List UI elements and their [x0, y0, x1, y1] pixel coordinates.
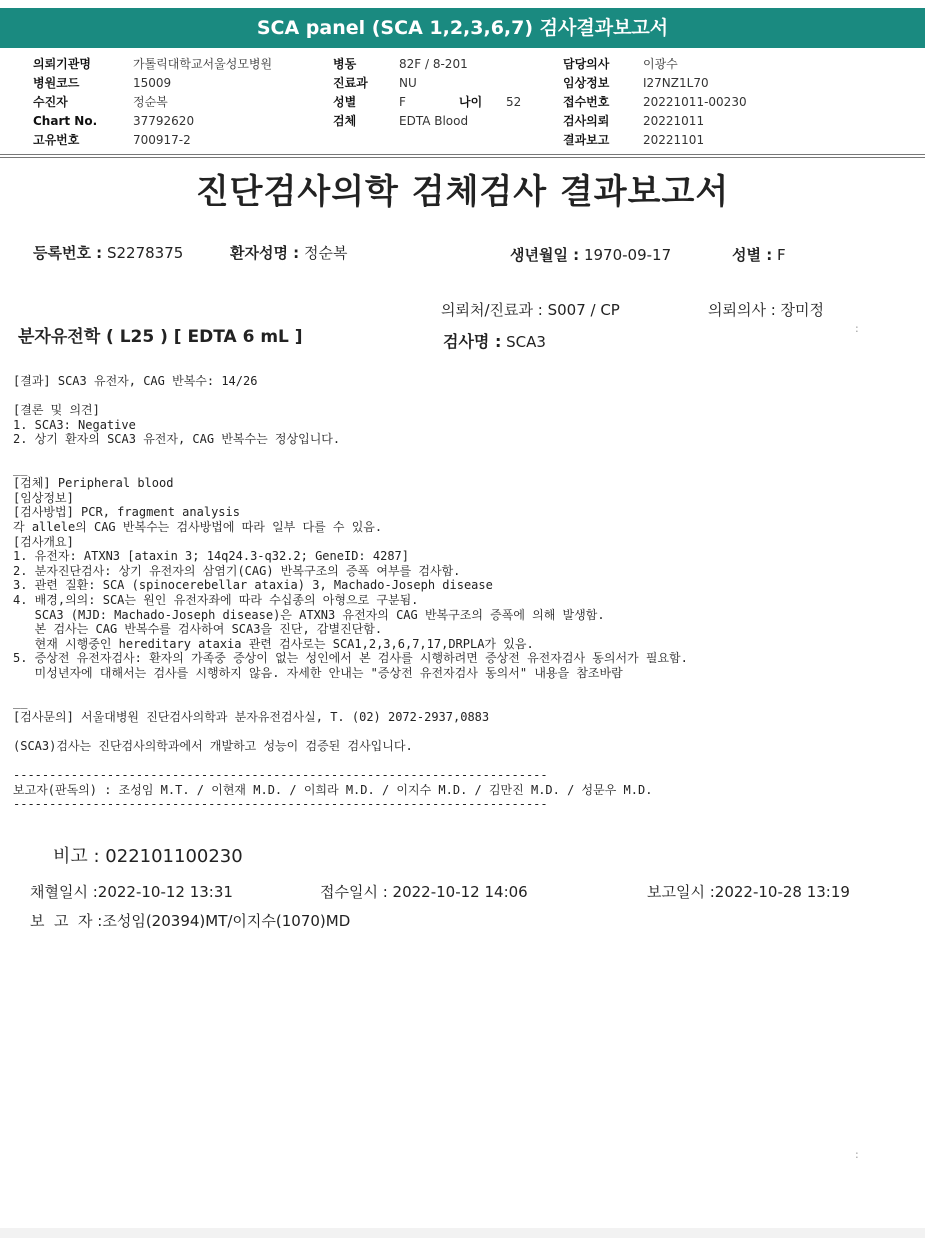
result-body: [결과] SCA3 유전자, CAG 반복수: 14/26 [결론 및 의견] 1. SCA3: Negative 2. 상기 환자의 SCA3 유전자, CAG 반복수는 정상입니다. __ [검체] Peripheral blood [임상정보] [검사방법] PCR, fragment analysis 각 allele의 CAG 반복수는 검사방법에 따라 일부 다를 수 있음. [검사개요] 1. 유전자: ATXN3 [ataxin 3; 14q24.3-q32.2; GeneID: 4287] 2. 분자진단검사: 상기 유전자의 삼염기(CAG) 반복구조의 증폭 여부를 검사함. 3. 관련 질환: SCA (spinocerebellar ataxia) 3, Machado-Joseph disease 4. 배경,의의: SCA는 원인 유전자좌에 따라 수십종의 아형으로 구분됨. SCA3 (MJD: Machado-Joseph disease)은 ATXN3 유전자의 CAG 반복구조의 증폭에 의해 발생함. 본 검사는 CAG 반복수를 검사하여 SCA3을 진단, 감별진단함. 현재 시행중인 hereditary ataxia 관련 검사로는 SCA1,2,3,6,7,17,DRPLA가 있음. 5. 증상전 유전자검사: 환자의 가족중 증상이 없는 성인에서 본 검사를 시행하려면 증상전 유전자검사 동의서가 필요함. 미성년자에 대해서는 검사를 시행하지 않음. 자세한 안내는 "증상전 유전자검사 동의서" 내용을 참조바람 __ [검사문의] 서울대병원 진단검사의학과 분자유전검사실, T. (02) 2072-2937,0883 (SCA3)검사는 진단검사의학과에서 개발하고 성능이 검증된 검사입니다. -------------------------------------------------------------------------- 보고자(판독의) : 조성임 M.T. / 이현재 M.D. / 이희라 M.D. / 이지수 M.D. / 김만진 M.D. / 성문우 M.D. -------------------------------------------------------------------------- [13, 374, 688, 812]
requesting-doctor: 의뢰의사 : 장미정 [708, 301, 825, 319]
field-value: I27NZ1L70 [643, 76, 709, 90]
header-col-3 [563, 55, 747, 150]
field-label: 접수번호 [563, 95, 610, 109]
field-label: 성별 [333, 95, 357, 109]
test-name [443, 329, 546, 352]
field-value: 정순복 [133, 95, 168, 109]
field-value: 이광수 [643, 57, 678, 71]
field-label: Chart No. [33, 114, 98, 128]
name-value: 정순복 [303, 244, 348, 262]
field-value: NU [399, 76, 417, 90]
reported-time: 보고일시 :2022-10-28 13:19 [647, 883, 850, 901]
field-label: 병동 [333, 57, 357, 71]
requesting-department: 의뢰처/진료과 : S007 / CP [441, 301, 620, 319]
header-col-1 [33, 55, 272, 150]
field-label: 의뢰기관명 [33, 57, 91, 71]
patient-name [230, 242, 347, 263]
field-label: 수진자 [33, 95, 68, 109]
field-value: 20221101 [643, 133, 705, 147]
registration-number [33, 242, 183, 263]
field-value: 가톨릭대학교서울성모병원 [133, 57, 273, 71]
field-label: 고유번호 [33, 133, 80, 147]
field-label: 병원코드 [33, 76, 80, 90]
header-divider [0, 157, 925, 158]
field-value: 15009 [133, 76, 172, 90]
margin-mark: : [855, 1148, 859, 1161]
sex-value: F [776, 246, 786, 264]
section-title: 분자유전학 ( L25 ) [ EDTA 6 mL ] [18, 327, 303, 347]
field-value: F [399, 95, 406, 109]
field-label: 진료과 [333, 76, 368, 90]
field-label: 검체 [333, 114, 357, 128]
received-time: 접수일시 : 2022-10-12 14:06 [320, 883, 528, 901]
field-label: 담당의사 [563, 57, 610, 71]
header-col-2 [333, 55, 521, 131]
report-heading: 진단검사의학 검체검사 결과보고서 [195, 172, 730, 212]
collection-time: 채혈일시 :2022-10-12 13:31 [30, 883, 233, 901]
field-label: 검사의뢰 [563, 114, 610, 128]
field-value: 82F / 8-201 [399, 57, 468, 71]
header-divider [0, 154, 925, 155]
field-label: 임상정보 [563, 76, 610, 90]
remark: 비고 : 022101100230 [53, 846, 243, 867]
test-value: SCA3 [506, 333, 546, 351]
dob-value: 1970-09-17 [583, 246, 672, 264]
margin-mark: : [855, 322, 859, 335]
field-value: EDTA Blood [399, 114, 469, 128]
age-value: 52 [506, 95, 522, 109]
name-label: 환자성명 : [230, 244, 300, 262]
field-label: 결과보고 [563, 133, 610, 147]
patient-sex [732, 244, 786, 265]
field-value: 20221011 [643, 114, 705, 128]
reg-value: S2278375 [106, 244, 184, 262]
field-value: 700917-2 [133, 133, 191, 147]
reg-label: 등록번호 : [33, 244, 103, 262]
report-title-bar: SCA panel (SCA 1,2,3,6,7) 검사결과보고서 [0, 8, 925, 48]
sex-label: 성별 : [732, 246, 773, 264]
dob-label: 생년월일 : [510, 246, 580, 264]
age-label: 나이 [459, 95, 483, 109]
field-value: 37792620 [133, 114, 195, 128]
test-label: 검사명 : [443, 332, 502, 351]
date-of-birth [510, 244, 671, 265]
field-value: 20221011-00230 [643, 95, 747, 109]
reporter: 보 고 자 :조성임(20394)MT/이지수(1070)MD [30, 912, 351, 930]
